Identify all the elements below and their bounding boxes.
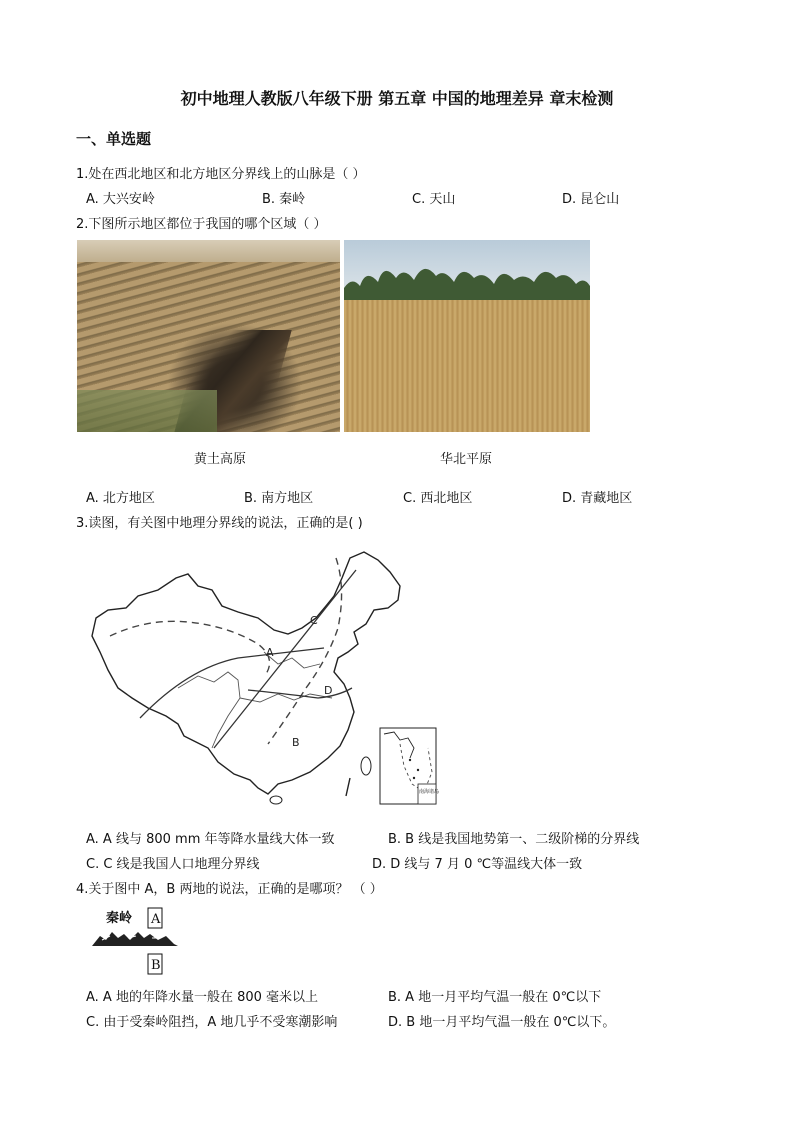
- inset-island: [413, 777, 415, 779]
- loess-plateau-photo: [77, 240, 340, 432]
- question-2-option-d: D. 青藏地区: [562, 491, 633, 506]
- question-1-stem: 1.处在西北地区和北方地区分界线上的山脉是（ ）: [76, 167, 366, 182]
- question-3-option-d: D. D 线与 7 月 0 ℃等温线大体一致: [372, 857, 583, 872]
- question-4-stem: 4.关于图中 A，B 两地的说法，正确的是哪项？ （ ）: [76, 882, 383, 897]
- question-2-option-a: A. 北方地区: [86, 491, 155, 506]
- loess-sky: [77, 240, 340, 262]
- map-label-d: D: [324, 684, 333, 697]
- china-outline: [92, 552, 400, 794]
- loess-vegetation: [77, 390, 217, 432]
- question-4-option-b: B. A 地一月平均气温一般在 0℃以下: [388, 990, 602, 1005]
- question-3-stem: 3.读图，有关图中地理分界线的说法，正确的是( ): [76, 516, 363, 531]
- question-2-option-b: B. 南方地区: [244, 491, 314, 506]
- caption-north-china-plain: 华北平原: [440, 452, 493, 467]
- caption-loess-plateau: 黄土高原: [194, 452, 247, 467]
- box-a-label: A: [151, 912, 161, 927]
- question-2-option-c: C. 西北地区: [403, 491, 473, 506]
- question-4-option-a: A. A 地的年降水量一般在 800 毫米以上: [86, 990, 319, 1005]
- hainan-island: [270, 796, 282, 804]
- north-china-plain-photo: [344, 240, 590, 432]
- section-heading: 一、单选题: [76, 130, 152, 148]
- question-1-option-b: B. 秦岭: [262, 192, 306, 207]
- box-b-label: B: [151, 958, 161, 973]
- inset-label: 南海诸岛: [419, 789, 440, 795]
- question-1-option-c: C. 天山: [412, 192, 456, 207]
- question-3-option-a: A. A 线与 800 mm 年等降水量线大体一致: [86, 832, 335, 847]
- question-1-option-d: D. 昆仑山: [562, 192, 620, 207]
- question-4-option-d: D. B 地一月平均气温一般在 0℃以下。: [388, 1015, 616, 1030]
- map-label-a: A: [266, 646, 274, 659]
- question-4-option-c: C. 由于受秦岭阻挡，A 地几乎不受寒潮影响: [86, 1015, 338, 1030]
- question-3-option-c: C. C 线是我国人口地理分界线: [86, 857, 260, 872]
- question-3-option-b: B. B 线是我国地势第一、二级阶梯的分界线: [388, 832, 640, 847]
- taiwan-island: [361, 757, 371, 775]
- wheat-field: [344, 300, 590, 432]
- inset-island: [409, 759, 411, 761]
- inset-island: [417, 769, 419, 771]
- map-label-c: C: [310, 614, 318, 627]
- map-label-b: B: [292, 736, 300, 749]
- china-boundary-map: [88, 548, 448, 810]
- question-1-option-a: A. 大兴安岭: [86, 192, 155, 207]
- question-2-stem: 2.下图所示地区都位于我国的哪个区域（ ）: [76, 217, 327, 232]
- qinling-figure: [88, 906, 198, 978]
- page-title: 初中地理人教版八年级下册 第五章 中国的地理差异 章末检测: [180, 89, 614, 108]
- dash-mark: [346, 778, 350, 796]
- tree-line: [344, 258, 590, 302]
- qinling-label: 秦岭: [106, 911, 133, 926]
